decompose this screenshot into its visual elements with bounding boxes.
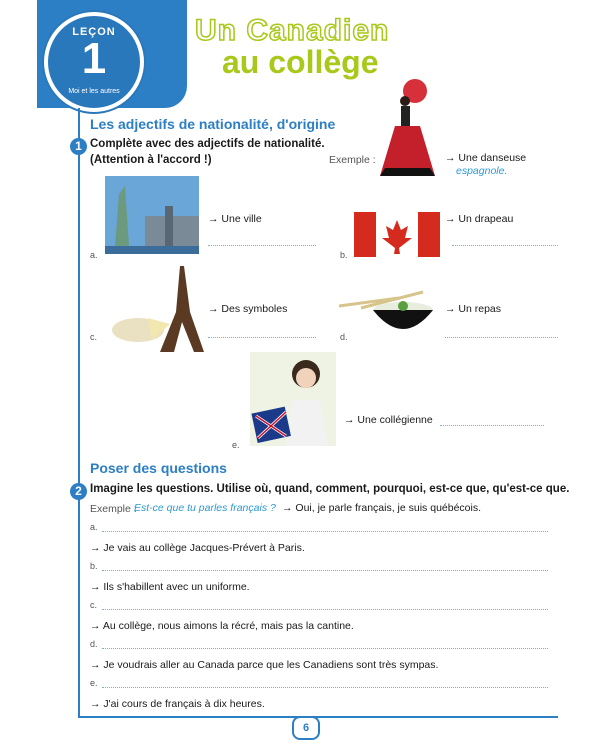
item-c-letter: c. <box>90 332 98 342</box>
garnish <box>398 301 408 311</box>
row-d-answer-line[interactable] <box>102 648 548 649</box>
exercise2-instruction: Imagine les questions. Utilise où, quand, comment, pourquoi, est-ce que, qu'est-ce que. <box>90 483 570 495</box>
item-a-letter: a. <box>90 250 98 260</box>
exercise1-instruction1: Complète avec des adjectifs de nationalité. <box>90 138 325 150</box>
item-e-answer-line[interactable] <box>440 425 544 426</box>
bottom-frame <box>78 716 558 718</box>
face-shape <box>296 368 316 388</box>
lesson-badge <box>44 12 144 112</box>
item-a-text: → Une ville <box>208 213 262 225</box>
exercise2-number: 2 <box>70 483 87 500</box>
page-number: 6 <box>292 716 320 740</box>
example2-answer: → Oui, je parle français, je suis québécois. <box>282 502 482 514</box>
example-answer: espagnole. <box>456 165 508 177</box>
row-e-letter: e. <box>90 678 98 688</box>
student-girl-image <box>250 352 336 446</box>
flag-left-band <box>354 212 376 257</box>
row-b-answer-line[interactable] <box>102 570 548 571</box>
example-label: Exemple : <box>329 154 376 166</box>
bowl-shape <box>373 310 433 329</box>
statue-of-liberty-image <box>105 176 199 254</box>
dancer-torso <box>401 106 410 128</box>
section2-heading: Poser des questions <box>90 460 227 476</box>
lesson-subtitle: Moi et les autres <box>68 88 120 95</box>
section1-heading: Les adjectifs de nationalité, d'origine <box>90 116 336 132</box>
flag-right-band <box>418 212 440 257</box>
item-c-answer-line[interactable] <box>208 337 316 338</box>
row-b-answer: → Ils s'habillent avec un uniforme. <box>90 581 250 593</box>
item-a-answer-line[interactable] <box>208 245 316 246</box>
item-e-letter: e. <box>232 440 240 450</box>
item-e-text: → Une collégienne <box>344 414 433 426</box>
item-d-answer-line[interactable] <box>445 337 558 338</box>
page-title-line2: au collège <box>222 44 379 80</box>
item-d-letter: d. <box>340 332 348 342</box>
example2-question: Est-ce que tu parles français ? <box>134 502 276 514</box>
example2-label: Exemple : <box>90 503 137 515</box>
row-c-answer-line[interactable] <box>102 609 548 610</box>
page-title-line1: Un Canadien <box>195 14 390 47</box>
flamenco-dancer-image <box>375 76 445 186</box>
exercise1-instruction2: (Attention à l'accord !) <box>90 154 212 166</box>
tower-shape <box>160 266 204 352</box>
water-shape <box>105 246 199 254</box>
item-c-text: → Des symboles <box>208 303 288 315</box>
eiffel-tower-image <box>108 262 208 358</box>
dress-trim <box>380 168 435 176</box>
row-a-answer: → Je vais au collège Jacques-Prévert à Paris. <box>90 542 305 554</box>
row-b-letter: b. <box>90 561 98 571</box>
row-d-letter: d. <box>90 639 98 649</box>
statue-shape <box>115 186 129 246</box>
dancer-head <box>400 96 410 106</box>
row-e-answer-line[interactable] <box>102 687 548 688</box>
left-frame <box>78 108 80 718</box>
example-text: → Une danseuse <box>445 152 527 164</box>
item-b-letter: b. <box>340 250 348 260</box>
row-c-answer: → Au collège, nous aimons la récré, mais pas la cantine. <box>90 620 354 632</box>
skyline-tower <box>165 206 173 246</box>
row-e-answer: → J'ai cours de français à dix heures. <box>90 698 265 710</box>
row-c-letter: c. <box>90 600 98 610</box>
row-d-answer: → Je voudrais aller au Canada parce que les Canadiens sont très sympas. <box>90 659 439 671</box>
item-b-answer-line[interactable] <box>452 245 558 246</box>
row-a-answer-line[interactable] <box>102 531 548 532</box>
exercise1-number: 1 <box>70 138 87 155</box>
lesson-number: 1 <box>81 34 107 83</box>
item-d-text: → Un repas <box>445 303 502 315</box>
canada-flag-image <box>354 212 440 257</box>
item-b-text: → Un drapeau <box>445 213 514 225</box>
row-a-letter: a. <box>90 522 98 532</box>
new-york-image <box>105 176 199 254</box>
lesson-label: LEÇON <box>72 26 116 38</box>
